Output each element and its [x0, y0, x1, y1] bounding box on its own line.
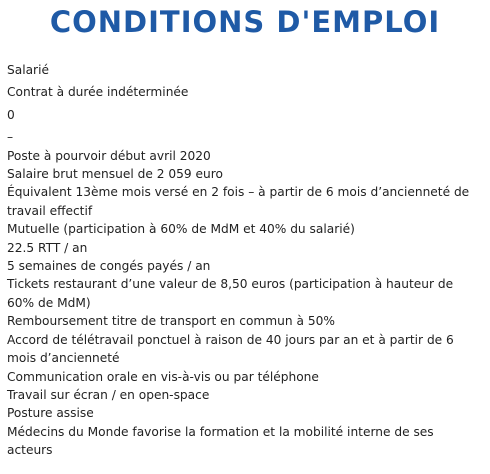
condition-line: Contrat à durée indéterminée: [7, 85, 189, 100]
condition-line: 5 semaines de congés payés / an: [7, 259, 211, 274]
condition-line: Salarié: [7, 63, 49, 77]
condition-line: Communication orale en vis-à-vis ou par téléphone: [7, 369, 319, 384]
condition-line: Remboursement titre de transport en commun à 50%: [7, 314, 335, 329]
condition-line: Médecins du Monde favorise la formation et la mobilité interne de ses acteurs: [7, 424, 434, 458]
page-title: CONDITIONS D'EMPLOI: [49, 5, 441, 39]
condition-line: Travail sur écran / en open-space: [7, 387, 210, 402]
condition-line: Accord de télétravail ponctuel à raison de 40 jours par an et à partir de 6 mois d’ancienneté: [7, 332, 454, 366]
condition-line: Poste à pourvoir début avril 2020: [7, 148, 211, 163]
condition-line: Posture assise: [7, 406, 94, 421]
condition-line: Salaire brut mensuel de 2 059 euro: [7, 167, 223, 182]
condition-line: –: [7, 130, 14, 145]
condition-line: 0: [7, 107, 15, 122]
condition-line: Équivalent 13ème mois versé en 2 fois – à partir de 6 mois d’ancienneté de travail effectif: [7, 185, 470, 218]
conditions-list: [7, 61, 483, 460]
condition-line: Mutuelle (participation à 60% de MdM et 40% du salarié): [7, 222, 355, 237]
condition-line: Tickets restaurant d’une valeur de 8,50 euros (participation à hauteur de 60% de MdM): [7, 277, 454, 310]
condition-line: 22.5 RTT / an: [7, 240, 88, 255]
